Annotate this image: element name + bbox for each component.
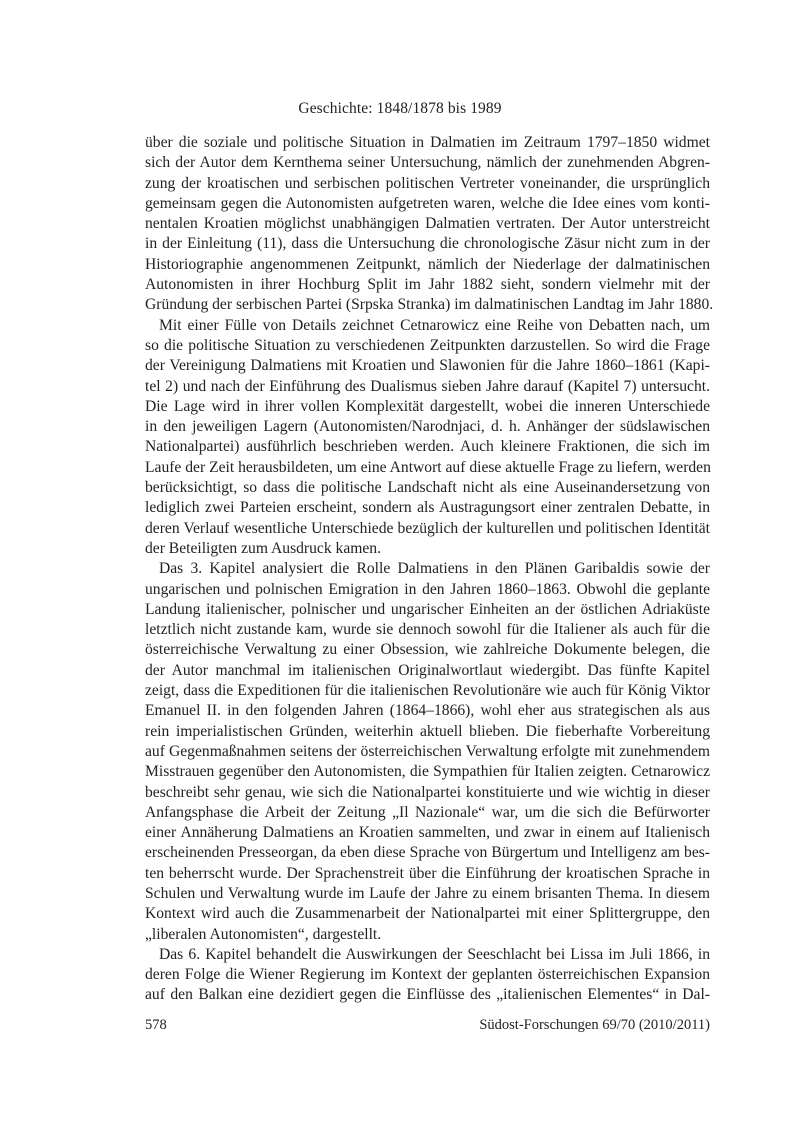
text-line: der Vereinigung Dalmatiens mit Kroatien und Slawonien für die Jahre 1860–1861 (Kapi- [145, 357, 710, 375]
text-line: lediglich zwei Parteien erscheint, sondern als Austragungsort einer zentralen Debatte, in [145, 499, 710, 517]
text-line: zung der kroatischen und serbischen politischen Vertreter voneinander, die ursprünglich [145, 174, 710, 192]
text-line: so die politische Situation zu verschiedenen Zeitpunkten darzustellen. So wird die Frage [145, 336, 710, 354]
text-line: auf den Balkan eine dezidiert gegen die Einflüsse des „italienischen Elementes“ in Dal- [145, 986, 710, 1004]
text-line: berücksichtigt, so dass die politische Landschaft nicht als eine Auseinandersetzung von [145, 479, 710, 497]
text-line: nentalen Kroatien möglichst unabhängigen Dalmatien vertraten. Der Autor unterstreicht [145, 215, 710, 233]
body-text [145, 133, 714, 1006]
text-line: Misstrauen gegenüber den Autonomisten, die Sympathien für Italien zeigten. Cetnarowicz [145, 763, 710, 781]
text-line: „liberalen Autonomisten“, dargestellt. [145, 925, 382, 943]
text-line: Das 3. Kapitel analysiert die Rolle Dalmatiens in den Plänen Garibaldis sowie der [159, 560, 710, 578]
text-line: Schulen und Verwaltung wurde im Laufe der Jahre zu einem brisanten Thema. In diesem [145, 884, 710, 902]
text-line: ten beherrscht wurde. Der Sprachenstreit über die Einführung der kroatischen Sprache in [145, 864, 710, 882]
text-line: der Beteiligten zum Ausdruck kamen. [145, 539, 382, 557]
text-line: Autonomisten in ihrer Hochburg Split im Jahr 1882 sieht, sondern vielmehr mit der [145, 276, 710, 294]
text-line: ungarischen und polnischen Emigration in den Jahren 1860–1863. Obwohl die geplante [145, 580, 710, 598]
text-line: österreichische Verwaltung zu einer Obsession, wie zahlreiche Dokumente belegen, die [145, 641, 710, 659]
text-line: Das 6. Kapitel behandelt die Auswirkungen der Seeschlacht bei Lissa im Juli 1866, in [159, 945, 710, 963]
journal-reference: Südost-Forschungen 69/70 (2010/2011) [479, 1017, 710, 1033]
page-number: 578 [145, 1017, 167, 1033]
text-line: rein imperialistischen Gründen, weiterhin aktuell blieben. Die fieberhafte Vorbereitung [145, 722, 710, 740]
running-head: Geschichte: 1848/1878 bis 1989 [298, 100, 502, 117]
text-line: deren Verlauf wesentliche Unterschiede bezüglich der kulturellen und politischen Identität [145, 519, 710, 537]
text-line: Anfangsphase die Arbeit der Zeitung „Il Nazionale“ war, um die sich die Befürworter [145, 803, 710, 821]
text-line: der Autor manchmal im italienischen Originalwortlaut wiedergibt. Das fünfte Kapitel [145, 661, 710, 679]
text-line: Emanuel II. in den folgenden Jahren (1864–1866), wohl eher aus strategischen als aus [145, 702, 710, 720]
text-line: beschreibt sehr genau, wie sich die Nationalpartei konstituierte und wie wichtig in dieser [145, 783, 710, 801]
text-line: Nationalpartei) ausführlich beschrieben werden. Auch kleinere Fraktionen, die sich im [145, 438, 710, 456]
text-line: über die soziale und politische Situation in Dalmatien im Zeitraum 1797–1850 widmet [145, 134, 710, 151]
text-line: Landung italienischer, polnischer und ungarischer Einheiten an der östlichen Adriaküste [145, 600, 710, 618]
text-line: tel 2) und nach der Einführung des Dualismus sieben Jahre darauf (Kapitel 7) untersucht. [145, 377, 710, 395]
text-line: sich der Autor dem Kernthema seiner Untersuchung, nämlich der zunehmenden Abgren- [145, 154, 710, 172]
text-line: Historiographie angenommenen Zeitpunkt, nämlich der Niederlage der dalmatinischen [145, 255, 710, 273]
text-line: Gründung der serbischen Partei (Srpska Stranka) im dalmatinischen Landtag im Jahr 1880. [145, 296, 714, 314]
text-line: deren Folge die Wiener Regierung im Kontext der geplanten österreichischen Expansion [145, 966, 710, 984]
text-line: Die Lage wird in ihrer vollen Komplexität dargestellt, wobei die inneren Unterschiede [145, 397, 710, 415]
text-line: letztlich nicht zustande kam, wurde sie dennoch sowohl für die Italiener als auch für die [145, 621, 710, 639]
text-line: einer Annäherung Dalmatiens an Kroatien sammelten, und zwar in einem auf Italienisch [145, 824, 710, 842]
text-line: gemeinsam gegen die Autonomisten aufgetreten waren, welche die Idee eines vom konti- [145, 194, 710, 212]
text-line: zeigt, dass die Expeditionen für die italienischen Revolutionäre wie auch für König Viktor [145, 682, 710, 700]
text-line: Laufe der Zeit herausbildeten, um eine Antwort auf diese aktuelle Frage zu liefern, werden [145, 458, 711, 476]
text-line: erscheinenden Presseorgan, da eben diese Sprache von Bürgertum und Intelligenz am bes- [145, 844, 710, 862]
text-line: Kontext wird auch die Zusammenarbeit der Nationalpartei mit einer Splittergruppe, den [145, 905, 710, 923]
text-line: in der Einleitung (11), dass die Untersuchung die chronologische Zäsur nicht zum in der [145, 235, 710, 253]
text-line: Mit einer Fülle von Details zeichnet Cetnarowicz eine Reihe von Debatten nach, um [159, 316, 710, 334]
text-line: in den jeweiligen Lagern (Autonomisten/Narodnjaci, d. h. Anhänger der südslawischen [145, 418, 710, 436]
text-line: auf Gegenmaßnahmen seitens der österreichischen Verwaltung erfolgte mit zunehmendem [145, 742, 710, 760]
